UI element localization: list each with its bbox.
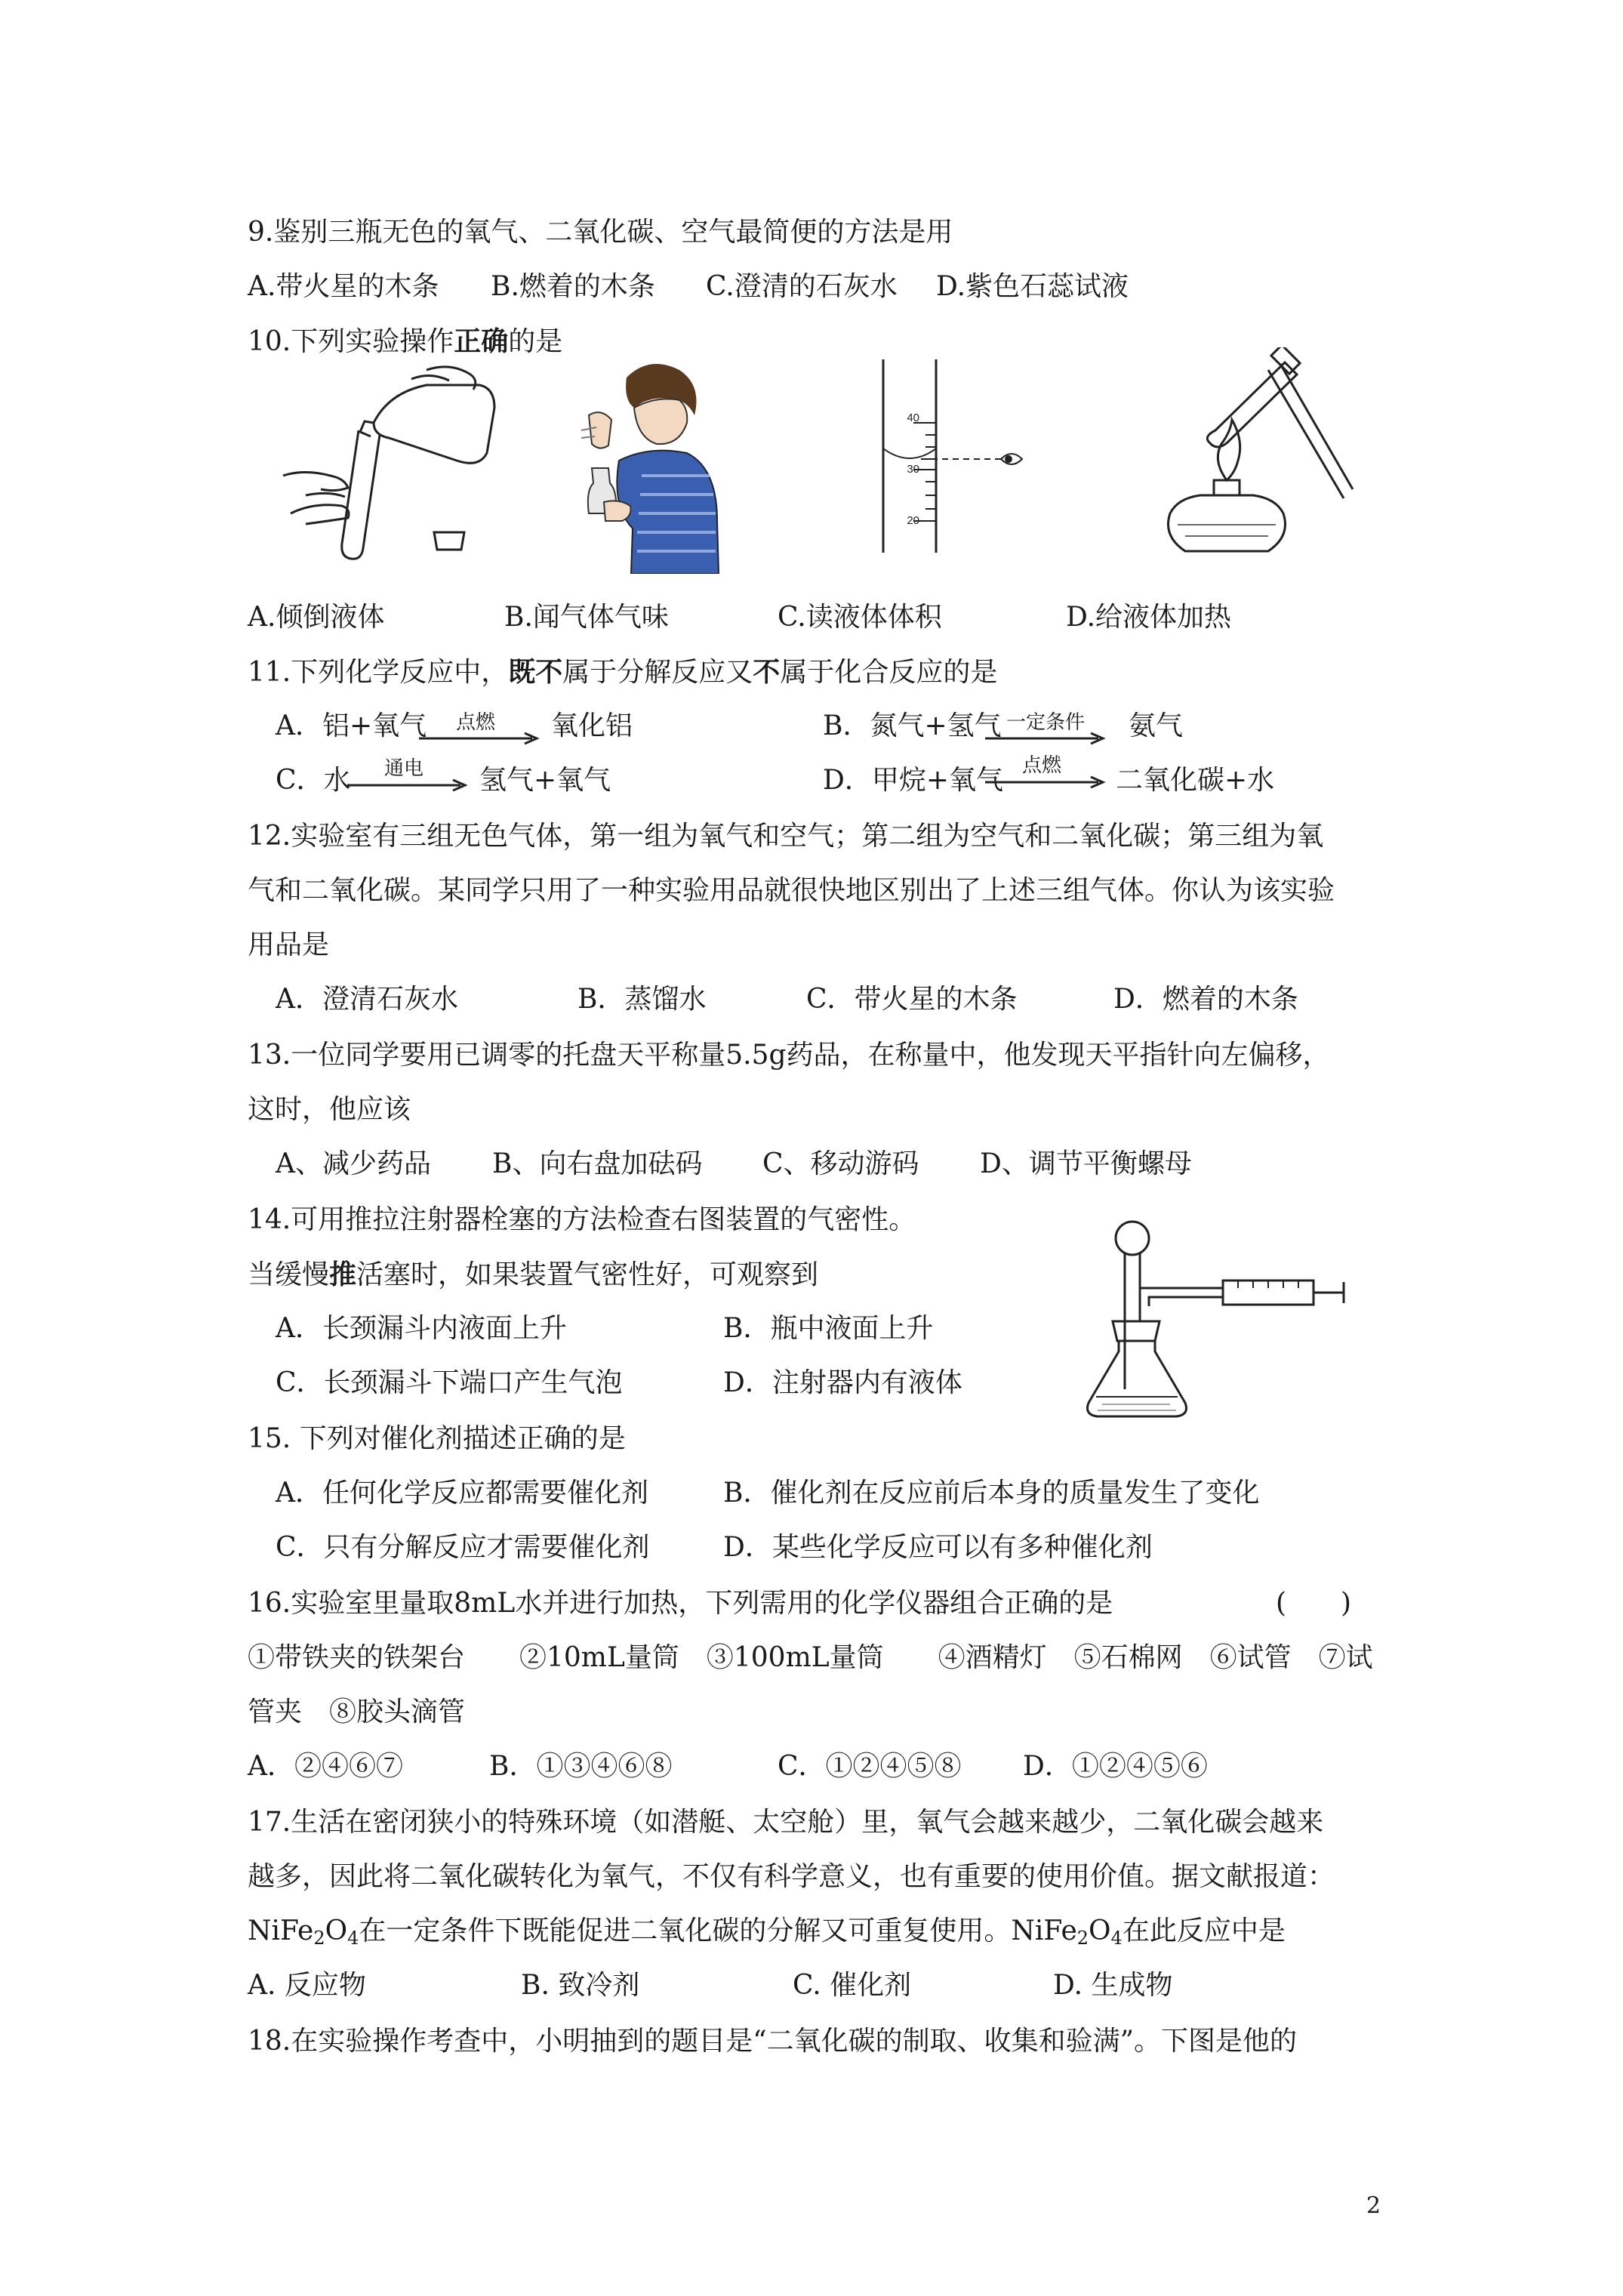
q11-a-arrow bbox=[419, 731, 540, 746]
cylinder-tick-40: 40 bbox=[907, 411, 919, 424]
q18-line-1: 18.在实验操作考查中，小明抽到的题目是“二氧化碳的制取、收集和验满”。下图是他的 bbox=[248, 2026, 1298, 2057]
smelling-gas-figure bbox=[559, 355, 732, 574]
q13-line-1: 13.一位同学要用已调零的托盘天平称量5.5g药品，在称量中，他发现天平指针向左偏移， bbox=[248, 1040, 1330, 1071]
q11-option-d-condition: 点燃 bbox=[1021, 754, 1061, 777]
q16-answer-paren: ( ) bbox=[1276, 1588, 1352, 1619]
heating-liquid-figure bbox=[1125, 347, 1359, 566]
q10-option-b: B.闻气体气味 bbox=[504, 602, 669, 633]
q15-option-b: B．催化剂在反应前后本身的质量发生了变化 bbox=[723, 1478, 1260, 1509]
q10-option-c: C.读液体体积 bbox=[778, 602, 942, 633]
q13-option-a: A、减少药品 bbox=[276, 1148, 431, 1179]
q11-stem: 11.下列化学反应中，既不属于分解反应又不属于化合反应的是 bbox=[248, 656, 998, 688]
q11-c-arrow bbox=[347, 778, 468, 793]
q9-option-c: C.澄清的石灰水 bbox=[706, 271, 898, 302]
q12-option-a: A．澄清石灰水 bbox=[276, 984, 458, 1015]
q17-option-d: D. 生成物 bbox=[1053, 1970, 1173, 2001]
q9-stem: 9.鉴别三瓶无色的氧气、二氧化碳、空气最简便的方法是用 bbox=[248, 217, 953, 248]
q14-option-b: B．瓶中液面上升 bbox=[723, 1313, 934, 1344]
q15-stem: 15. 下列对催化剂描述正确的是 bbox=[248, 1423, 626, 1454]
q11-option-d-left: D．甲烷+氧气 bbox=[823, 765, 1004, 796]
q11-option-a-left: A．铝+氧气 bbox=[276, 710, 427, 741]
q11-d-arrow bbox=[985, 775, 1106, 790]
q10-option-d: D.给液体加热 bbox=[1066, 602, 1232, 633]
page-number: 2 bbox=[1366, 2193, 1381, 2219]
q16-items-line-2: 管夹 ⑧胶头滴管 bbox=[248, 1697, 466, 1727]
q11-option-b-left: B．氮气+氢气 bbox=[823, 710, 1002, 741]
q14-option-d: D．注射器内有液体 bbox=[723, 1367, 962, 1398]
q17-line-2: 越多，因此将二氧化碳转化为氧气，不仅有科学意义，也有重要的使用价值。据文献报道： bbox=[248, 1861, 1335, 1892]
q11-option-a-condition: 点燃 bbox=[455, 711, 495, 734]
cylinder-tick-30: 30 bbox=[907, 463, 919, 476]
q11-option-a-right: 氧化铝 bbox=[551, 710, 633, 741]
q9-option-b: B.燃着的木条 bbox=[491, 271, 655, 302]
q10-stem: 10.下列实验操作正确的是 bbox=[248, 325, 563, 357]
q12-line-1: 12.实验室有三组无色气体，第一组为氧气和空气；第二组为空气和二氧化碳；第三组为氧 bbox=[248, 821, 1324, 852]
q10-option-a: A.倾倒液体 bbox=[248, 602, 385, 633]
q16-items-line-1: ①带铁夹的铁架台 ②10mL量筒 ③100mL量筒 ④酒精灯 ⑤石棉网 ⑥试管 ⑦试 bbox=[248, 1642, 1373, 1673]
q17-line-3: $NiFe_2O_4$在一定条件下既能促进二氧化碳的分解又可重复使用。$NiFe_2O_4$在此反应中是 bbox=[248, 1915, 1286, 1949]
q11-option-d-right: 二氧化碳+水 bbox=[1116, 765, 1275, 796]
q14-line-2: 当缓慢推活塞时，如果装置气密性好，可观察到 bbox=[248, 1259, 819, 1290]
q16-option-b: B．①③④⑥⑧ bbox=[489, 1751, 673, 1782]
q12-option-d: D．燃着的木条 bbox=[1113, 984, 1298, 1015]
q14-option-a: A．长颈漏斗内液面上升 bbox=[276, 1313, 567, 1344]
q13-option-c: C、移动游码 bbox=[762, 1148, 919, 1179]
airtightness-apparatus-figure bbox=[1079, 1216, 1351, 1419]
q11-option-c-right: 氢气+氧气 bbox=[479, 765, 611, 796]
q16-option-a: A．②④⑥⑦ bbox=[248, 1751, 403, 1782]
q9-option-d: D.紫色石蕊试液 bbox=[936, 271, 1129, 302]
q17-option-b: B. 致冷剂 bbox=[521, 1970, 640, 2001]
q15-option-d: D．某些化学反应可以有多种催化剂 bbox=[723, 1532, 1153, 1563]
q16-option-c: C．①②④⑤⑧ bbox=[778, 1751, 962, 1782]
q17-option-a: A. 反应物 bbox=[248, 1970, 366, 2001]
q17-option-c: C. 催化剂 bbox=[793, 1970, 912, 2001]
q11-b-arrow bbox=[985, 731, 1106, 746]
q12-option-c: C．带火星的木条 bbox=[806, 984, 1018, 1015]
q9-option-a: A.带火星的木条 bbox=[248, 271, 439, 302]
cylinder-tick-20: 20 bbox=[907, 514, 919, 527]
q15-option-a: A．任何化学反应都需要催化剂 bbox=[276, 1478, 648, 1509]
q11-option-b-condition: 一定条件 bbox=[1006, 711, 1085, 734]
q14-line-1: 14.可用推拉注射器栓塞的方法检查右图装置的气密性。 bbox=[248, 1204, 916, 1235]
q17-line-1: 17.生活在密闭狭小的特殊环境（如潜艇、太空舱）里，氧气会越来越少，二氧化碳会越来 bbox=[248, 1807, 1324, 1838]
q13-line-2: 这时，他应该 bbox=[248, 1094, 411, 1125]
q11-option-b-right: 氨气 bbox=[1129, 710, 1184, 741]
q12-line-2: 气和二氧化碳。某同学只用了一种实验用品就很快地区别出了上述三组气体。你认为该实验 bbox=[248, 875, 1335, 906]
q11-option-c-left: C．水 bbox=[276, 765, 351, 796]
q16-stem: 16.实验室里量取8mL水并进行加热，下列需用的化学仪器组合正确的是 bbox=[248, 1588, 1113, 1619]
pouring-liquid-figure bbox=[276, 362, 502, 566]
q12-line-3: 用品是 bbox=[248, 929, 330, 960]
q12-option-b: B．蒸馏水 bbox=[577, 984, 707, 1015]
q13-option-b: B、向右盘加砝码 bbox=[492, 1148, 703, 1179]
q11-option-c-condition: 通电 bbox=[383, 757, 423, 780]
graduated-cylinder-figure bbox=[853, 355, 1034, 559]
q16-option-d: D．①②④⑤⑥ bbox=[1023, 1751, 1208, 1782]
q13-option-d: D、调节平衡螺母 bbox=[980, 1148, 1192, 1179]
q14-option-c: C．长颈漏斗下端口产生气泡 bbox=[276, 1367, 623, 1398]
q15-option-c: C．只有分解反应才需要催化剂 bbox=[276, 1532, 650, 1563]
